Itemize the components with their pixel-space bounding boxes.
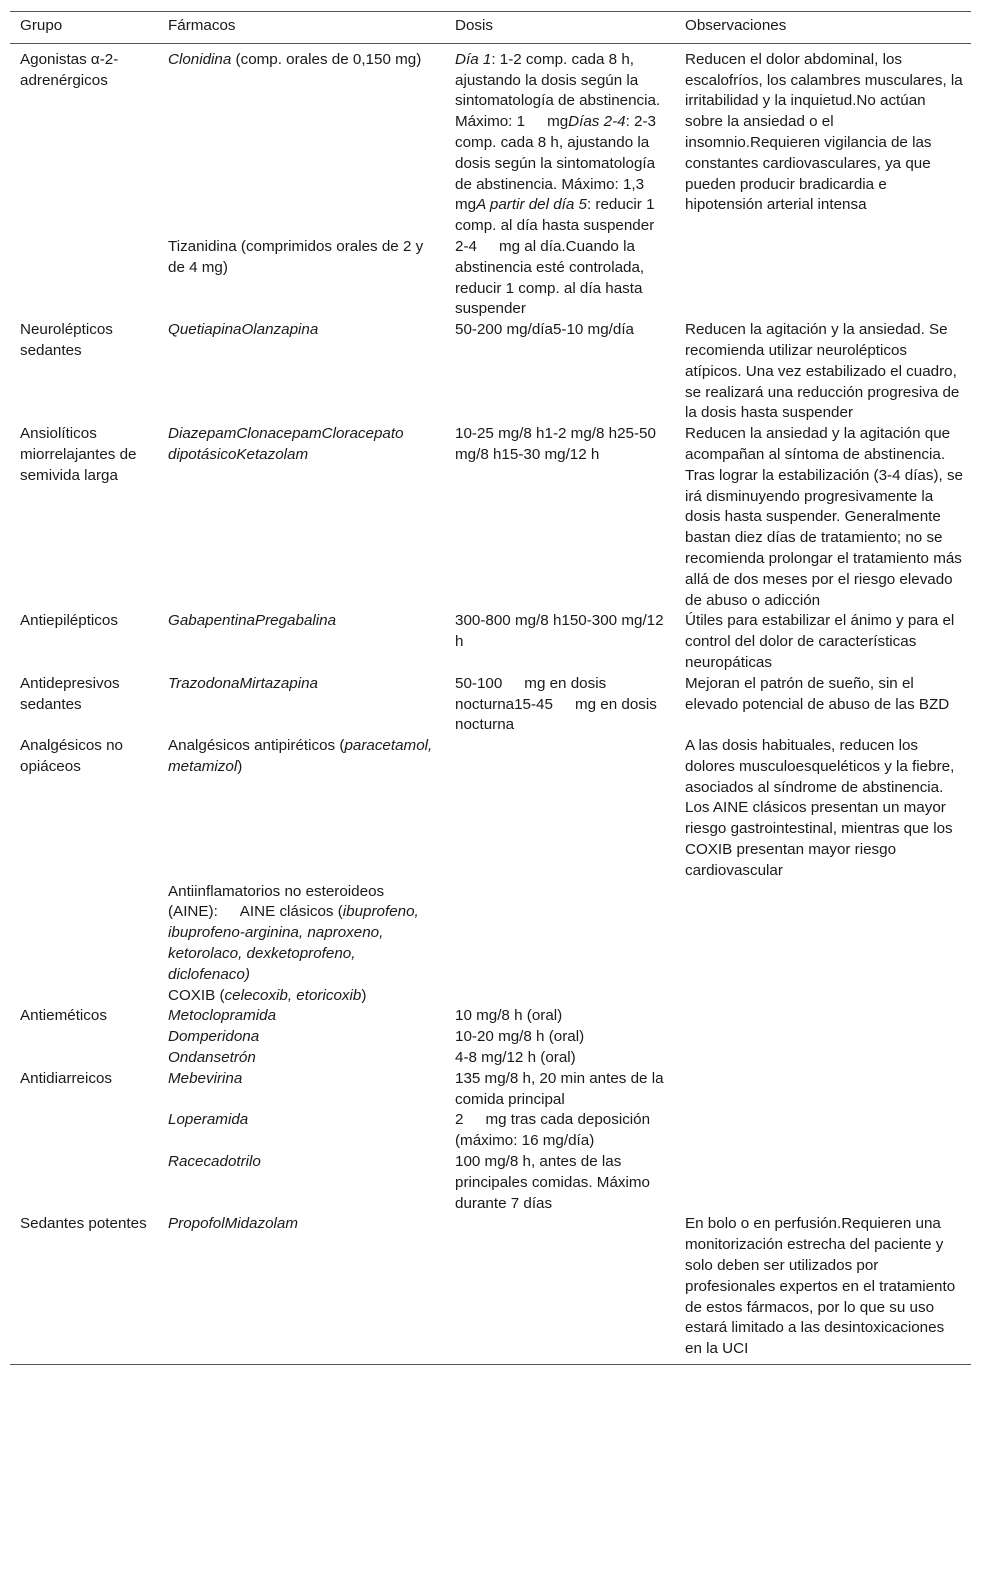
dose-cell: 10 mg/8 h (oral) [455, 1007, 563, 1025]
dose-cell: 100 mg/8 h, antes de las principales comidas. Máximo durante 7 días [455, 1153, 650, 1212]
group-cell: Antieméticos [20, 1007, 107, 1025]
table-row [10, 736, 971, 882]
drug-cell: Tizanidina (comprimidos orales de 2 y de 4 mg) [168, 237, 424, 276]
table-row [10, 43, 971, 237]
header-dose: Dosis [455, 17, 493, 34]
group-cell: Analgésicos no opiáceos [20, 737, 124, 775]
notes-cell [675, 1006, 971, 1068]
dose-cell [445, 882, 675, 1007]
group-cell: Neurolépticos sedantes [20, 321, 113, 359]
drug-cell: Loperamida [168, 1111, 249, 1129]
dose-cell: 10-25 mg/8 h1-2 mg/8 h25-50 mg/8 h15-30 mg/12 h [455, 425, 656, 463]
notes-cell: Reducen el dolor abdominal, los escalofríos, los calambres musculares, la irritabilidad y la inquietud.No actúan sobre la ansiedad o el insomnio.Requieren vigilancia de las constantes cardiovasculares, ya que pueden producir bradicardia e hipotensión arterial intensa [685, 50, 963, 214]
dose-cell: 135 mg/8 h, 20 min antes de la comida principal [455, 1069, 664, 1108]
table-row [10, 611, 971, 673]
drug-cell: Domperidona [168, 1028, 260, 1046]
drug-cell: Racecadotrilo [168, 1153, 261, 1171]
dose-cell: 300-800 mg/8 h150-300 mg/12 h [455, 612, 664, 651]
dose-cell: 50-100 mg en dosis nocturna15-45 mg en dosis nocturna [455, 674, 657, 734]
dose-cell: 50-200 mg/día5-10 mg/día [455, 321, 634, 339]
dose-cell: Día 1: 1-2 comp. cada 8 h, ajustando la dosis según la sintomatología de abstinencia. Máximo: 1 mgDías 2-4: 2-3 comp. cada 8 h, ajustando la dosis según la sintomatología de abstinencia. Máximo: 1,3mgA partir del día 5: reducir 1 comp. al día hasta suspender [455, 50, 661, 235]
drug-cell: DiazepamClonacepamCloracepato dipotásicoKetazolam [168, 425, 404, 463]
table-row [10, 674, 971, 736]
notes-cell: En bolo o en perfusión.Requieren una monitorización estrecha del paciente y solo deben ser utilizados por profesionales expertos en el tratamiento de estos fármacos, por lo que su uso estará limitado a las desintoxicaciones en la UCI [685, 1215, 956, 1358]
table-row [10, 320, 971, 424]
group-cell: Sedantes potentes [20, 1215, 147, 1233]
drug-cell: QuetiapinaOlanzapina [168, 321, 319, 339]
table-row [10, 1214, 971, 1364]
group-cell: Antidepresivos sedantes [20, 674, 120, 713]
group-cell: Ansiolíticos miorrelajantes de semivida larga [20, 425, 137, 484]
drug-cell: Antiinflamatorios no esteroideos (AINE): AINE clásicos (ibuprofeno, ibuprofeno-arginina, naproxeno, ketorolaco, dexketoprofeno, diclofenaco) COXIB (celecoxib, etoricoxib) [168, 882, 419, 1004]
notes-cell: A las dosis habituales, reducen los dolores musculoesqueléticos y la fiebre, asociados al síndrome de abstinencia. Los AINE clásicos presentan un mayor riesgo gastrointestinal, mientras que los COXIB presentan mayor riesgo cardiovascular [685, 737, 955, 879]
group-cell: Antidiarreicos [20, 1069, 113, 1087]
dose-cell: 2 mg tras cada deposición (máximo: 16 mg/día) [455, 1111, 651, 1150]
table-row [10, 1069, 971, 1111]
drug-cell: Ondansetrón [168, 1049, 256, 1067]
table-row [10, 424, 971, 611]
dose-cell: 2-4 mg al día.Cuando la abstinencia esté controlada, reducir 1 comp. al día hasta suspender [455, 237, 645, 318]
notes-cell: Reducen la ansiedad y la agitación que acompañan al síntoma de abstinencia. Tras lograr la estabilización (3-4 días), se irá disminuyendo progresivamente la dosis hasta suspender. Generalmente bastan diez días de tratamiento; no se recomienda prolongar el tratamiento más allá de dos meses por el riesgo elevado de abuso o adicción [685, 425, 963, 609]
withdrawal-drug-table [10, 11, 971, 1365]
dose-cell: 10-20 mg/8 h (oral) [455, 1028, 585, 1046]
group-cell: Agonistas α-2-adrenérgicos [20, 50, 119, 89]
header-row [10, 12, 971, 44]
notes-cell [675, 882, 971, 1007]
notes-cell: Reducen la agitación y la ansiedad. Se recomienda utilizar neurolépticos atípicos. Una vez estabilizado el cuadro, se realizará una reducción progresiva de la dosis hasta suspender [685, 321, 960, 422]
header-group: Grupo [20, 17, 63, 34]
drug-cell: GabapentinaPregabalina [168, 612, 337, 630]
header-drugs: Fármacos [168, 17, 236, 34]
drug-cell: TrazodonaMirtazapina [168, 674, 318, 692]
drug-cell: Metoclopramida [168, 1007, 277, 1025]
drug-cell: Analgésicos antipiréticos (paracetamol, metamizol) [168, 737, 433, 775]
group-cell: Antiepilépticos [20, 612, 118, 630]
drug-cell: Mebevirina [168, 1069, 243, 1087]
header-notes: Observaciones [685, 17, 787, 34]
notes-cell: Mejoran el patrón de sueño, sin el elevado potencial de abuso de las BZD [685, 674, 950, 713]
table-row [10, 1006, 971, 1027]
drug-cell: PropofolMidazolam [168, 1215, 298, 1233]
dose-cell [445, 736, 675, 882]
notes-cell [675, 1069, 971, 1215]
drug-cell: Clonidina (comp. orales de 0,150 mg) [168, 50, 422, 68]
dose-cell: 4-8 mg/12 h (oral) [455, 1049, 576, 1067]
notes-cell: Útiles para estabilizar el ánimo y para el control del dolor de características neuropáticas [685, 612, 955, 671]
dose-cell [445, 1214, 675, 1364]
